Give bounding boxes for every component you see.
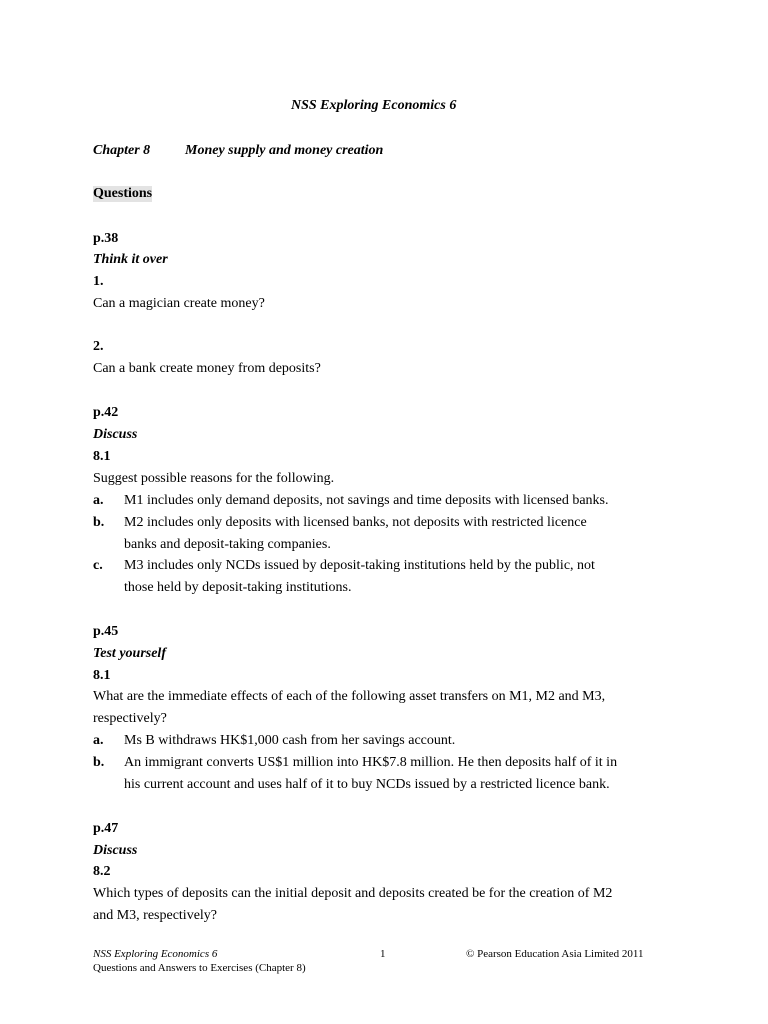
activity-label: Think it over — [93, 252, 168, 267]
question-number: 1. — [93, 274, 104, 289]
activity-label: Test yourself — [93, 646, 166, 661]
question-prompt: and M3, respectively? — [93, 908, 218, 923]
question-number: 8.1 — [93, 668, 111, 683]
subitem-text: Ms B withdraws HK$1,000 cash from her savings account. — [124, 733, 456, 748]
question-text: Can a bank create money from deposits? — [93, 361, 321, 376]
footer-book-title: NSS Exploring Economics 6 — [93, 948, 218, 960]
question-prompt: Which types of deposits can the initial deposit and deposits created be for the creation of M2 — [93, 886, 613, 901]
subitem-letter: b. — [93, 755, 105, 770]
question-prompt: What are the immediate effects of each of the following asset transfers on M1, M2 and M3, — [93, 689, 606, 704]
document-title: NSS Exploring Economics 6 — [291, 98, 457, 113]
footer-copyright: © Pearson Education Asia Limited 2011 — [466, 948, 644, 960]
subitem-text: banks and deposit-taking companies. — [124, 537, 331, 552]
section-heading: Questions — [93, 186, 153, 201]
question-number: 8.2 — [93, 864, 111, 879]
page-reference: p.42 — [93, 405, 119, 420]
activity-label: Discuss — [93, 843, 138, 858]
question-prompt: respectively? — [93, 711, 167, 726]
question-number: 8.1 — [93, 449, 111, 464]
subitem-text: M3 includes only NCDs issued by deposit-taking institutions held by the public, not — [124, 558, 595, 573]
chapter-label: Chapter 8 — [93, 143, 151, 158]
subitem-text: M2 includes only deposits with licensed banks, not deposits with restricted licence — [124, 515, 587, 530]
subitem-text: his current account and uses half of it to buy NCDs issued by a restricted licence bank. — [124, 777, 610, 792]
page-reference: p.38 — [93, 231, 119, 246]
footer-page-number: 1 — [380, 948, 386, 960]
question-text: Can a magician create money? — [93, 296, 265, 311]
question-number: 2. — [93, 339, 104, 354]
page-reference: p.45 — [93, 624, 119, 639]
subitem-letter: a. — [93, 493, 104, 508]
subitem-text: An immigrant converts US$1 million into HK$7.8 million. He then deposits half of it in — [124, 755, 618, 770]
subitem-letter: a. — [93, 733, 104, 748]
page-reference: p.47 — [93, 821, 119, 836]
footer-subtitle: Questions and Answers to Exercises (Chapter 8) — [93, 962, 306, 974]
subitem-text: those held by deposit-taking institutions. — [124, 580, 352, 595]
subitem-text: M1 includes only demand deposits, not savings and time deposits with licensed banks. — [124, 493, 609, 508]
chapter-title: Money supply and money creation — [185, 143, 384, 158]
question-prompt: Suggest possible reasons for the following. — [93, 471, 335, 486]
activity-label: Discuss — [93, 427, 138, 442]
subitem-letter: c. — [93, 558, 103, 573]
subitem-letter: b. — [93, 515, 105, 530]
